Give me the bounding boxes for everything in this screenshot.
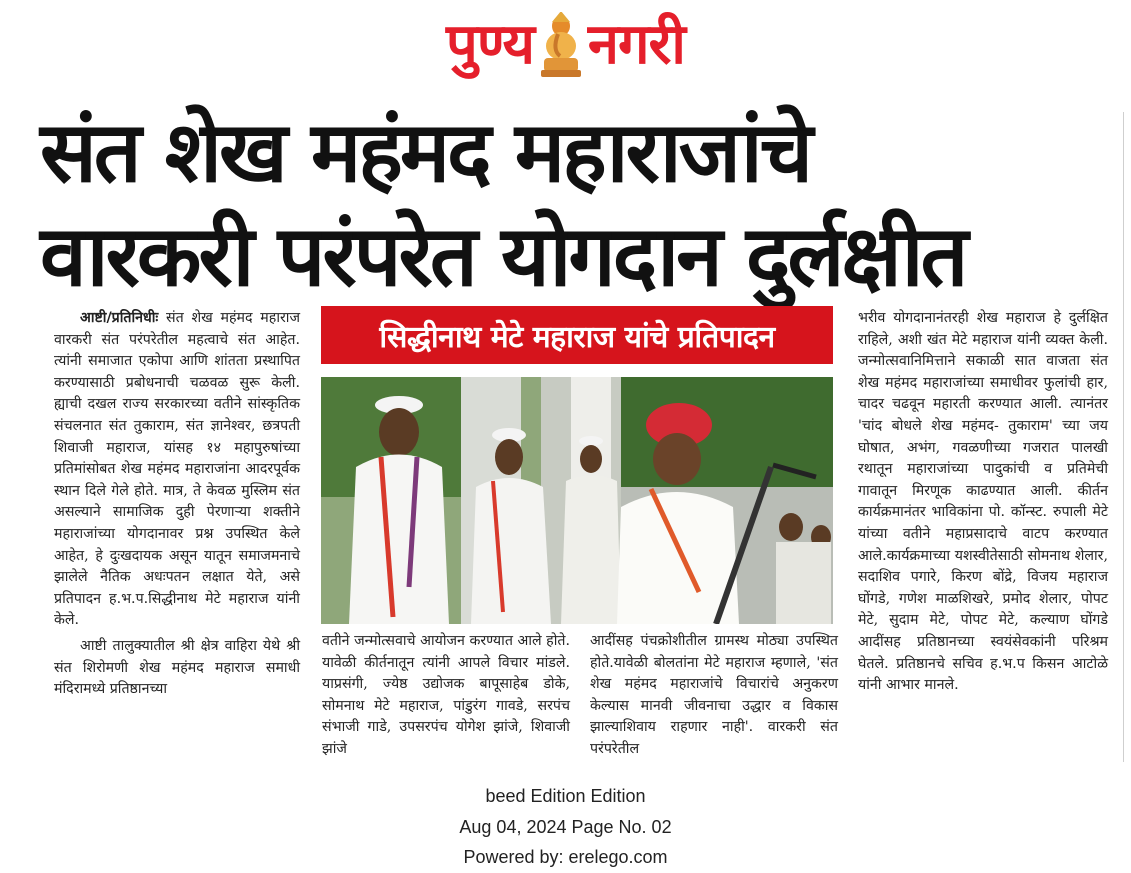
article-paragraph [54,308,300,632]
paragraph-text: आष्टी तालुक्यातील श्री क्षेत्र वाहिरा येथे श्री संत शिरोमणी शेख महंमद महाराज समाधी मंदिरामध्ये प्रतिष्ठानच्या [54,637,300,698]
masthead-title-left: पुण्य [446,12,534,77]
article-column-1 [54,308,300,701]
powered-by-link[interactable]: Powered by: erelego.com [463,847,668,867]
article-column-3 [590,631,838,761]
subheadline-banner: सिद्धीनाथ मेटे महाराज यांचे प्रतिपादन [321,306,833,364]
edition-date-page: Aug 04, 2024 Page No. 02 [459,816,672,837]
paragraph-text: भरीव योगदानानंतरही शेख महाराज हे दुर्लक्षित राहिले, अशी खंत मेटे महाराज यांनी व्यक्त केली. जन्मोत्सवानिमित्ताने सकाळी सात वाजता संत शेख महंमद महाराजांच्या समाधीवर फुलांची हार, चादर चढवून महारती करण्यात आली. त्यानंतर 'चांद बोधले शेख महंमद- तुकाराम' च्या जय घोषात, अभंग, गवळणीच्या गजरात पालखी रथातून महाराजांच्या पादुकांची व प्रतिमेची गावातून मिरणूक काढण्यात आली. कीर्तन कार्यक्रमानंतर भाविकांना पो. कॉन्स्ट. रुपाली मेटे यांच्या वतीने महाप्रसादाचे वाटप करण्यात आले.कार्यक्रमाच्या यशस्वीतेसाठी सोमनाथ शेलार, सदाशिव पगारे, किरण बोंद्रे, विजय महाराज घोंगडे, गणेश माळशिखरे, प्रमोद शेलार, पोपट मेटे, सुदाम मेटे, पोपट मेटे, कल्याण घोंगडे आदींसह प्रतिष्ठानच्या स्वयंसेवकांनी परिश्रम घेतले. प्रतिष्ठानचे सचिव ह.भ.प किसन आटोळे यांनी आभार मानले. [858,310,1108,694]
paragraph-text: वतीने जन्मोत्सवाचे आयोजन करण्यात आले होते. यावेळी कीर्तनातून त्यांनी आपले विचार मांडले. याप्रसंगी, ज्येष्ठ उद्योजक बापूसाहेब डोके, सोमनाथ मेटे महाराज, पांडुरंग गावडे, सरपंच संभाजी गाडे, उपसरपंच योगेश झांजे, शिवाजी झांजे [322,633,570,757]
headline [40,100,1120,308]
edition-name: beed Edition Edition [485,786,646,806]
article-column-2 [322,631,570,761]
article-column-4 [858,308,1108,697]
masthead-title-right: नगरी [587,12,685,77]
paragraph-text: आदींसह पंचक्रोशीतील ग्रामस्थ मोठ्या उपस्थित होते.यावेळी बोलतांना मेटे महाराज म्हणाले, 'संत शेख महंमद महाराजांचे विचारांचे अनुकरण केल्यास मानवी जीवनाचा उद्धार व विकास झाल्याशिवाय राहणार नाही'. वारकरी संत परंपरेतील [590,633,838,757]
dateline: आष्टी/प्रतिनिधीः [80,310,159,326]
article-paragraph [54,636,300,701]
photo-illustration [321,377,833,624]
masthead [0,0,1131,90]
headline-line-1: संत शेख महंमद महाराजांचे [40,103,811,201]
event-photo-image [321,377,833,624]
edition-footer [0,781,1131,873]
column-divider [1123,112,1124,762]
ganesha-emblem-icon [538,12,584,78]
paragraph-text: संत शेख महंमद महाराज वारकरी संत परंपरेतील महत्वाचे संत आहेत. त्यांनी समाजात एकोपा आणि शांतता प्रस्थापित करण्यासाठी प्रबोधनाची चळवळ सुरू केली. ह्याची दखल राज्य सरकारच्या वतीने सांस्कृतिक संचलनात संत तुकाराम, संत ज्ञानेश्वर, छत्रपती शिवाजी महाराज, यांसह १४ महापुरुषांच्या प्रतिमांसोबत शेख महंमद महाराजांना आदरपूर्वक स्थान दिले गेले होते. मात्र, ते केवळ मुस्लिम संत असल्याने सामाजिक दुही पेरणाऱ्या शक्तीने महाराजांच्या योगदानावर प्रश्न उपस्थित केले आहेत, हे दुःखदायक असून यातून समाजमनाचे झालेले नैतिक अधःपतन लक्षात येते, असे प्रतिपादन ह.भ.प.सिद्धीनाथ मेटे महाराज यांनी केले. [54,310,300,629]
headline-line-2: वारकरी परंपरेत योगदान दुर्लक्षीत [40,207,966,305]
